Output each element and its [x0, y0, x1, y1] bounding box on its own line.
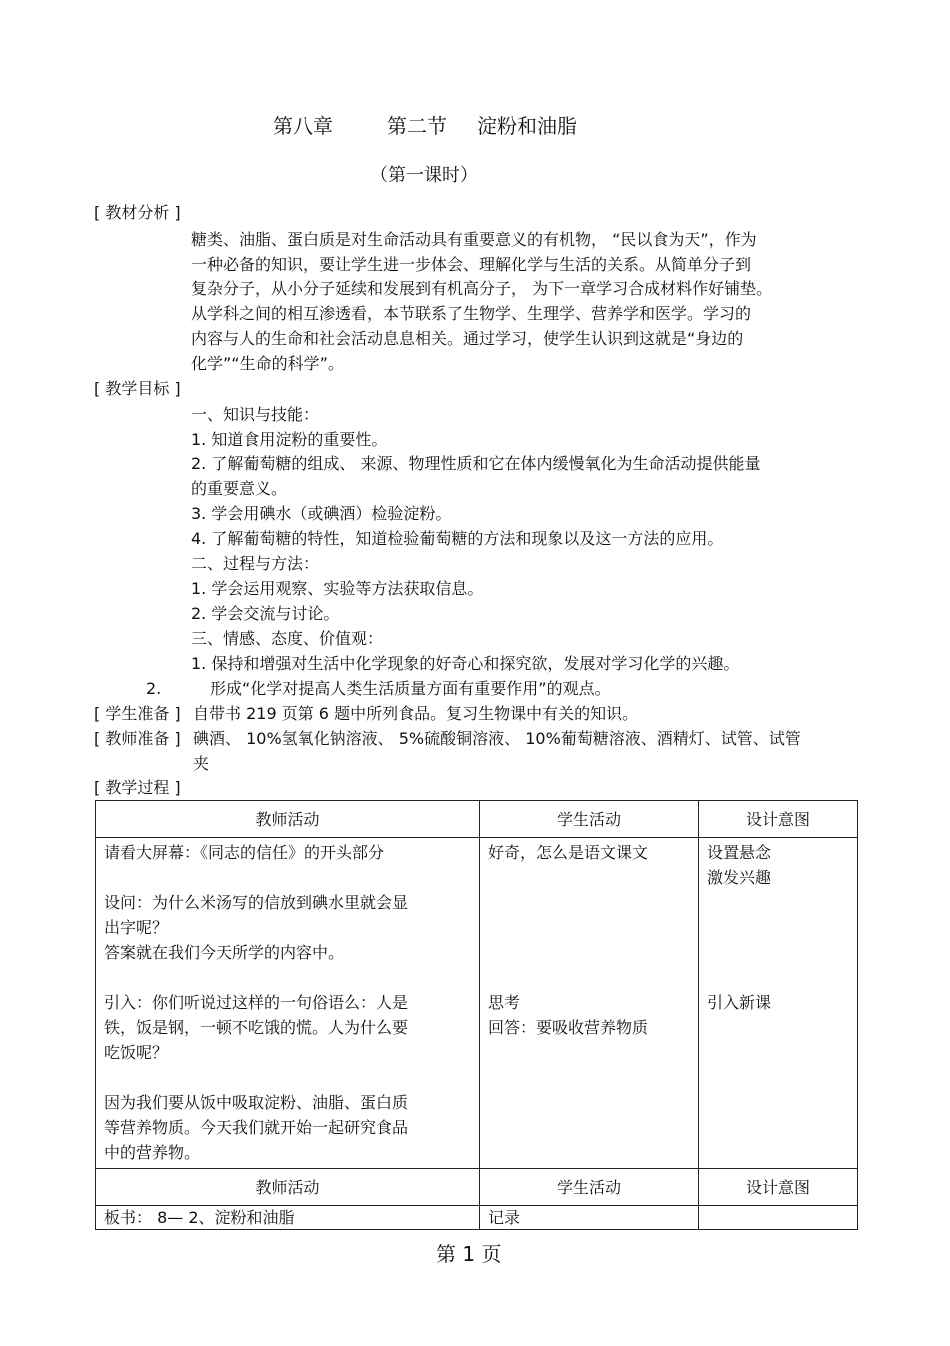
table-header-row-repeat — [96, 1169, 858, 1206]
objective-line: 一、知识与技能： — [191, 405, 320, 424]
objective-line: 2. 了解葡萄糖的组成、 来源、物理性质和它在体内缓慢氧化为生命活动提供能量 — [191, 454, 761, 473]
teacher-activity-cell — [96, 838, 480, 1169]
table-row — [96, 838, 858, 1169]
objective-line: 2. 学会交流与讨论。 — [191, 604, 340, 623]
teacher-prep-label: [ 教师准备 ] — [94, 729, 181, 748]
lesson-subtitle: （第一课时） — [370, 165, 478, 186]
header-design-intent: 设计意图 — [699, 1169, 858, 1206]
teacher-prep-text-cont: 夹 — [193, 754, 210, 773]
cell-line: 因为我们要从饭中吸取淀粉、油脂、蛋白质 — [104, 1093, 409, 1112]
cell-line: 引入：你们听说过这样的一句俗语么：人是 — [104, 993, 409, 1012]
analysis-line: 糖类、油脂、蛋白质是对生命活动具有重要意义的有机物， “民以食为天”，作为 — [191, 230, 757, 249]
cell-line: 中的营养物。 — [104, 1143, 201, 1162]
header-design-intent: 设计意图 — [699, 801, 858, 838]
analysis-line: 复杂分子，从小分子延续和发展到有机高分子， 为下一章学习合成材料作好铺垫。 — [191, 279, 773, 298]
design-intent-cell — [699, 1206, 858, 1230]
cell-line: 思考 — [488, 993, 521, 1012]
section-label: 第二节 — [387, 114, 447, 138]
process-table — [95, 800, 858, 1230]
table-header-row — [96, 801, 858, 838]
objective-line: 三、情感、态度、价值观： — [191, 629, 384, 648]
cell-line: 铁，饭是钢，一顿不吃饿的慌。人为什么要 — [104, 1018, 409, 1037]
teacher-prep-text: 碘酒、 10%氢氧化钠溶液、 5%硫酸铜溶液、 10%葡萄糖溶液、酒精灯、试管、试管 — [193, 729, 801, 748]
cell-line: 回答：要吸收营养物质 — [488, 1018, 649, 1037]
objective-item2-text: 形成“化学对提高人类生活质量方面有重要作用”的观点。 — [210, 679, 611, 698]
student-activity-cell: 记录 — [480, 1206, 699, 1230]
cell-line: 吃饭呢？ — [104, 1043, 169, 1062]
analysis-line: 一种必备的知识，要让学生进一步体会、理解化学与生活的关系。从简单分子到 — [191, 255, 752, 274]
page-title: 淀粉和油脂 — [477, 114, 577, 138]
cell-line: 激发兴趣 — [707, 868, 772, 887]
chapter-label: 第八章 — [273, 114, 333, 138]
cell-line: 好奇，怎么是语文课文 — [488, 843, 649, 862]
student-activity-cell — [480, 838, 699, 1169]
cell-line: 设置悬念 — [707, 843, 772, 862]
design-intent-cell — [699, 838, 858, 1169]
student-prep-label: [ 学生准备 ] — [94, 704, 181, 723]
header-student-activity: 学生活动 — [480, 1169, 699, 1206]
objective-line: 1. 保持和增强对生活中化学现象的好奇心和探究欲，发展对学习化学的兴趣。 — [191, 654, 740, 673]
cell-line: 请看大屏幕：《同志的信任》的开头部分 — [104, 843, 385, 862]
cell-line: 等营养物质。今天我们就开始一起研究食品 — [104, 1118, 409, 1137]
objective-item2-number: 2. — [146, 679, 162, 698]
process-label: [ 教学过程 ] — [94, 778, 181, 797]
objectives-label: [ 教学目标 ] — [94, 379, 181, 398]
objective-line: 的重要意义。 — [191, 479, 288, 498]
analysis-label: [ 教材分析 ] — [94, 203, 181, 222]
page-number: 第 1 页 — [436, 1242, 502, 1266]
analysis-line: 化学”“生命的科学”。 — [191, 354, 344, 373]
objective-line: 3. 学会用碘水（或碘酒）检验淀粉。 — [191, 504, 452, 523]
objective-line: 4. 了解葡萄糖的特性，知道检验葡萄糖的方法和现象以及这一方法的应用。 — [191, 529, 724, 548]
student-prep-text: 自带书 219 页第 6 题中所列食品。复习生物课中有关的知识。 — [193, 704, 639, 723]
header-teacher-activity: 教师活动 — [96, 801, 480, 838]
cell-line: 引入新课 — [707, 993, 772, 1012]
teacher-activity-cell: 板书： 8— 2、淀粉和油脂 — [96, 1206, 480, 1230]
cell-line: 出字呢？ — [104, 918, 169, 937]
analysis-line: 从学科之间的相互渗透看，本节联系了生物学、生理学、营养学和医学。学习的 — [191, 304, 752, 323]
cell-line: 设问：为什么米汤写的信放到碘水里就会显 — [104, 893, 409, 912]
objective-line: 二、过程与方法： — [191, 554, 320, 573]
cell-line: 答案就在我们今天所学的内容中。 — [104, 943, 345, 962]
header-teacher-activity: 教师活动 — [96, 1169, 480, 1206]
header-student-activity: 学生活动 — [480, 801, 699, 838]
objective-line: 1. 学会运用观察、实验等方法获取信息。 — [191, 579, 484, 598]
table-row — [96, 1206, 858, 1230]
analysis-line: 内容与人的生命和社会活动息息相关。通过学习，使学生认识到这就是“身边的 — [191, 329, 744, 348]
objective-line: 1. 知道食用淀粉的重要性。 — [191, 430, 388, 449]
